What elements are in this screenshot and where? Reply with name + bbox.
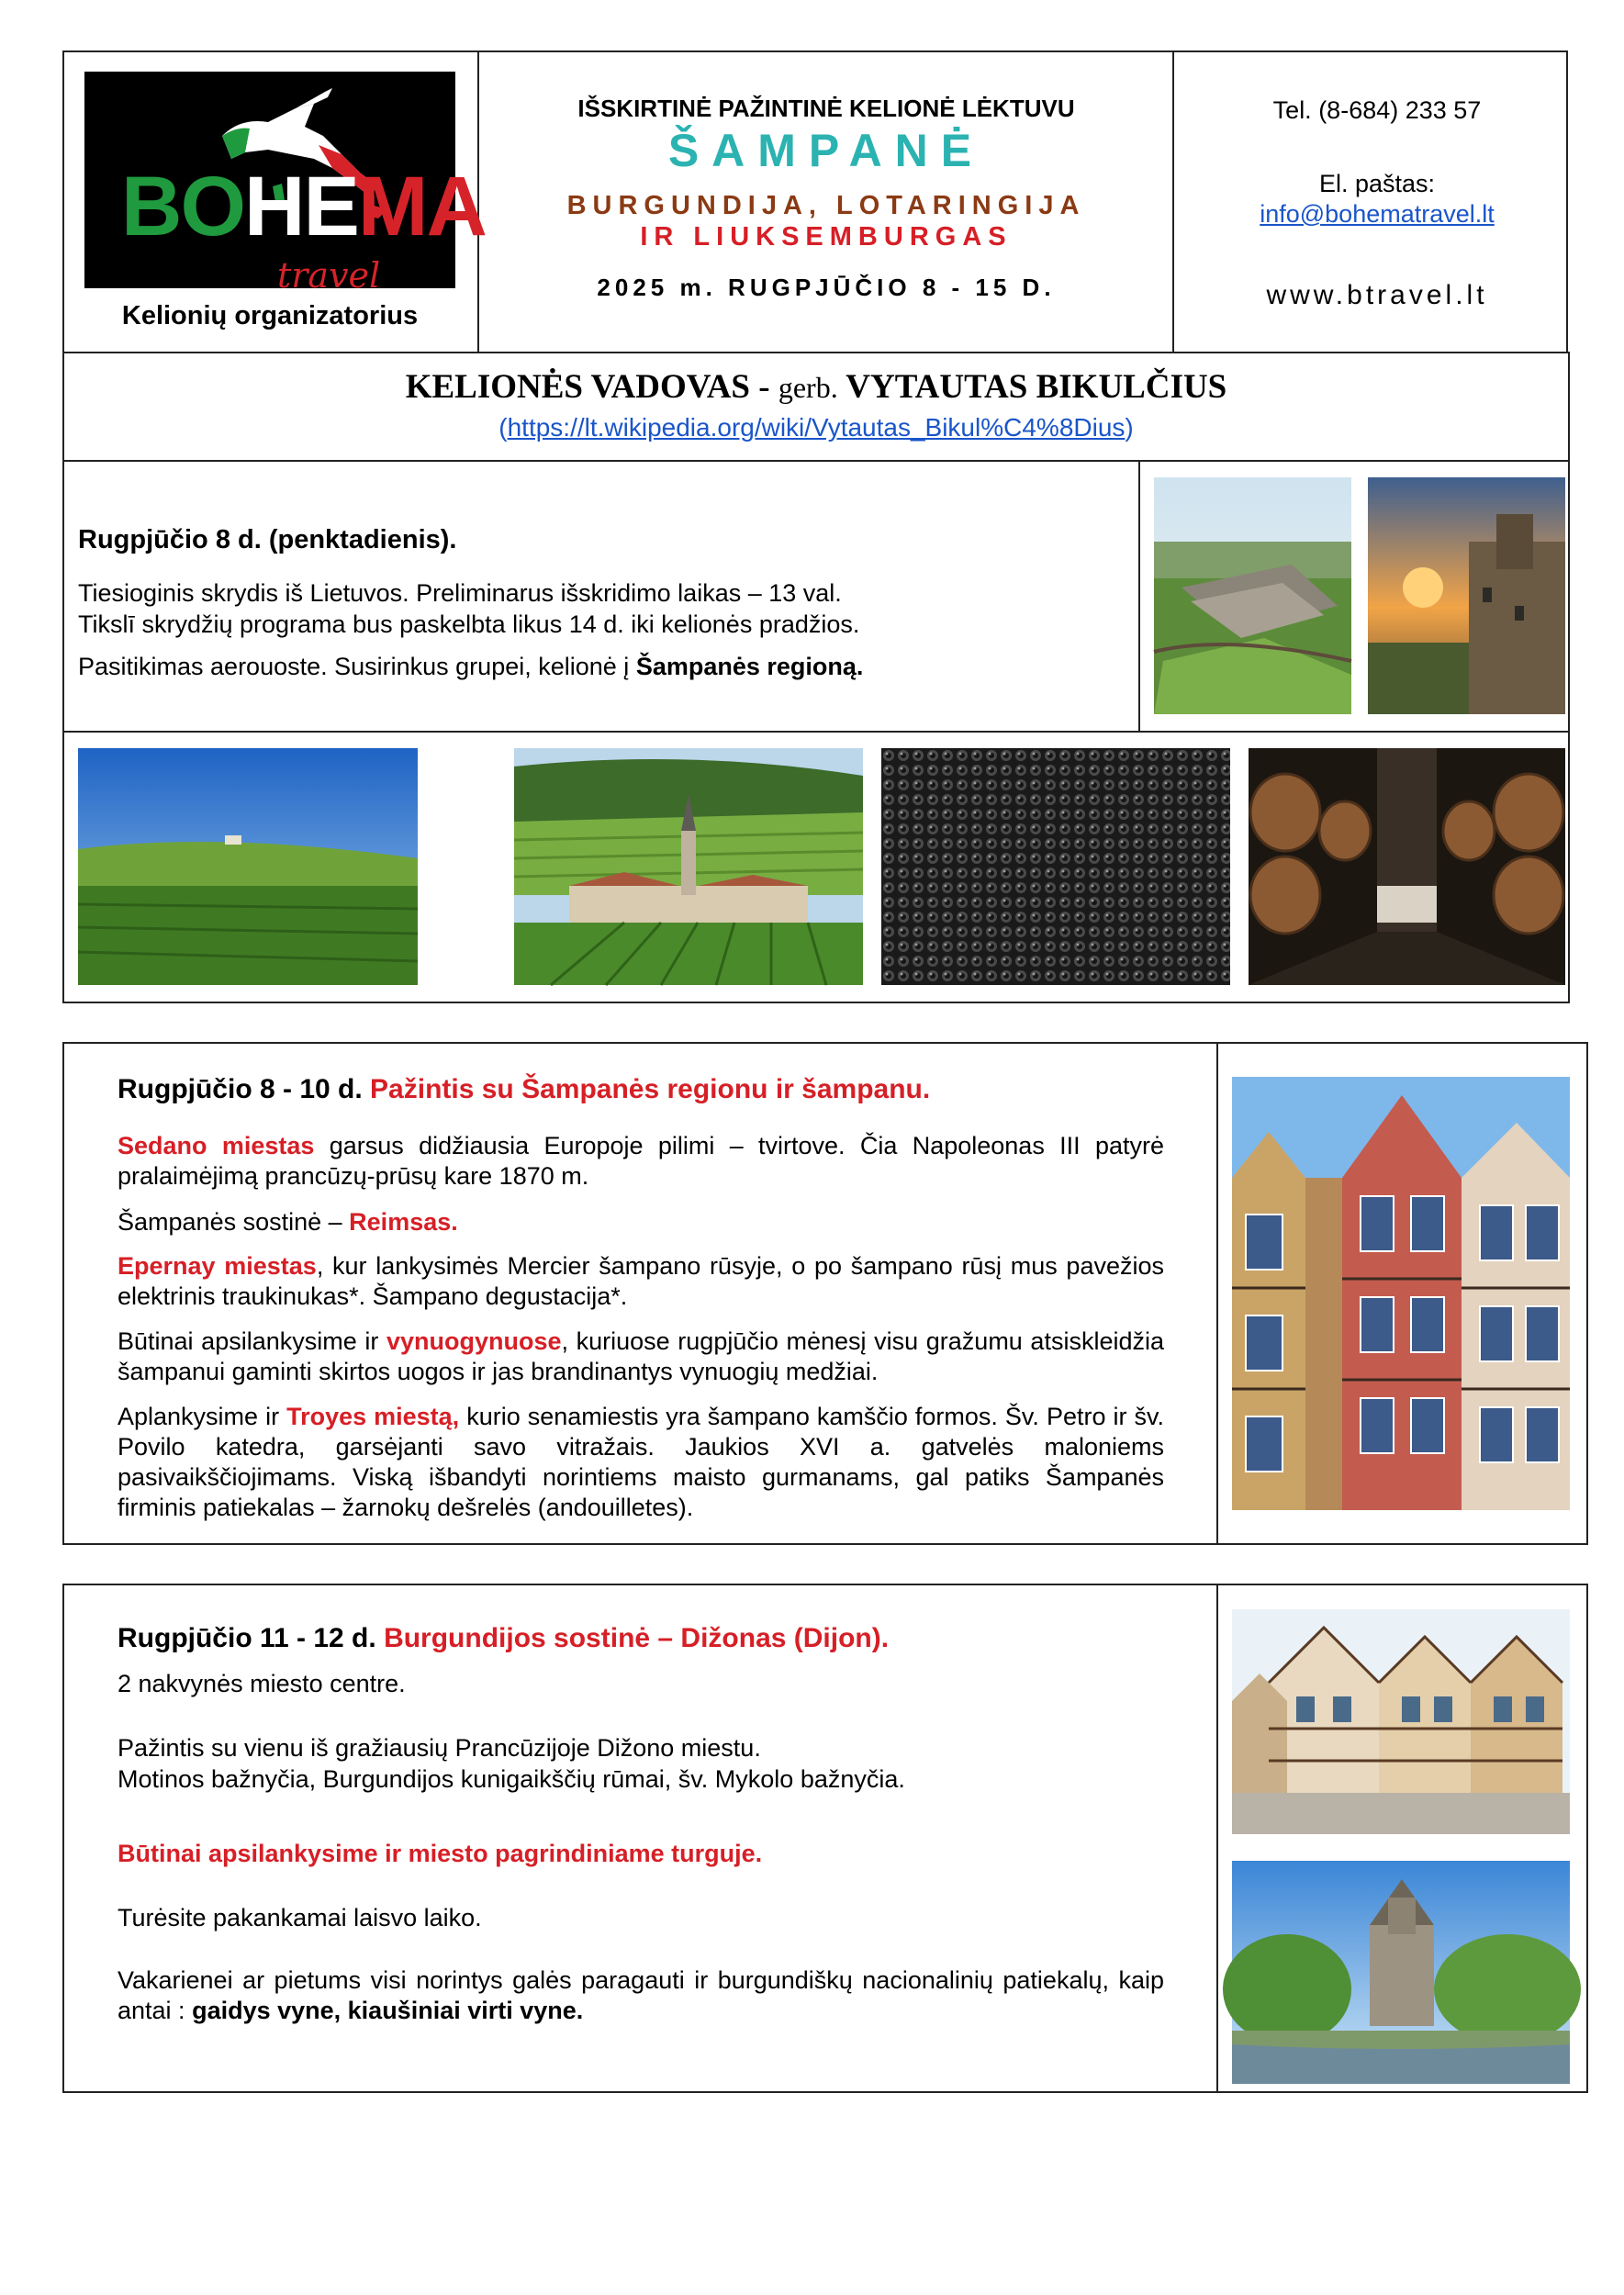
phone: Tel. (8-684) 233 57: [1272, 96, 1482, 124]
section2-p3: Epernay miestas, kur lankysimės Mercier šampano rūsyje, o po šampano rūsį mus pavežios elektrinis traukinukas*. Šampano degustacija*.: [118, 1252, 1164, 1310]
wine-cellar-barrels-photo: [1249, 748, 1565, 985]
day1-line2: Tikslī skrydžių programa bus paskelbta likus 14 d. iki kelionės pradžios.: [78, 610, 860, 638]
section2-p4: Būtinai apsilankysime ir vynuogynuose, kuriuose rugpjūčio mėnesį visu gražumu atsiskleidžia šampanui gaminti skirtos uogos ir jas brandinantys vynuogių medžiai.: [118, 1327, 1164, 1385]
champagne-bottles-photo: [881, 748, 1230, 985]
logo-subtext: travel: [277, 255, 381, 296]
guide-link-line: (https://lt.wikipedia.org/wiki/Vytautas_Bikul%C4%8Dius): [498, 413, 1134, 442]
trip-type: IŠSKIRTINĖ PAŽINTINĖ KELIONĖ LĖKTUVU: [577, 95, 1075, 122]
section3-p2b: Motinos bažnyčia, Burgundijos kunigaikščių rūmai, šv. Mykolo bažnyčia.: [118, 1765, 905, 1793]
trip-subtitle-2: IR LIUKSEMBURGAS: [640, 222, 1013, 252]
section2-p2: Šampanės sostinė – Reimsas.: [118, 1208, 458, 1236]
section3-p5: Vakarienei ar pietums visi norintys galės paragauti ir burgundiškų nacionalinių patiekalų, kaip antai : gaidys vyne, kiaušiniai virti vyne.: [118, 1966, 1164, 2024]
section3-p2a: Pažintis su vienu iš gražiausių Prancūzijoje Dižono miestu.: [118, 1734, 761, 1762]
guide-name: VYTAUTAS BIKULČIUS: [846, 368, 1227, 406]
sedan-castle-photo: [1154, 477, 1351, 714]
village-vineyard-photo: [514, 748, 863, 985]
section3-p1: 2 nakvynės miesto centre.: [118, 1670, 406, 1697]
section2-p5: Aplankysime ir Troyes miestą, kurio senamiestis yra šampano kamščio formos. Šv. Petro ir šv. Povilo katedra, garsėjanti savo vitražais. Jaukios XVI a. gatvelės maloniems pasivaikščiojimams. Viską išbandyti norintiems maisto gurmanams, gal patiks Šampanės firminis patiekalas – žarnokų dešrelės (andouilletes).: [118, 1403, 1164, 1521]
sedan-castle-sunset-photo: [1368, 477, 1565, 714]
section3-p3: Būtinai apsilankysime ir miesto pagrindiniame turguje.: [118, 1840, 763, 1867]
troyes-houses-photo: [1232, 1077, 1570, 1510]
section3-heading: Rugpjūčio 11 - 12 d. Burgundijos sostinė – Dižonas (Dijon).: [118, 1623, 890, 1653]
guide-line: [62, 367, 1570, 407]
day1-line1: Tiesioginis skrydis iš Lietuvos. Preliminarus išskridimo laikas – 13 val.: [78, 579, 842, 607]
email-label: El. paštas:: [1318, 170, 1436, 197]
organizer-label: Kelionių organizatorius: [121, 301, 419, 330]
header-divider-2: [1172, 50, 1174, 353]
vineyard-hill-photo: [78, 748, 418, 985]
email-link[interactable]: info@bohematravel.lt: [1260, 200, 1495, 228]
guide-wiki-link[interactable]: https://lt.wikipedia.org/wiki/Vytautas_Bikul%C4%8Dius: [507, 413, 1126, 442]
day1-heading: Rugpjūčio 8 d. (penktadienis).: [78, 525, 457, 554]
dijon-houses-photo: [1232, 1609, 1570, 1834]
day1-divider: [1138, 460, 1140, 733]
section2-p1: Sedano miestas garsus didžiausia Europoje pilimi – tvirtove. Čia Napoleonas III patyrė pralaimėjimą prancūzų-prūsų kare 1870 m.: [118, 1132, 1164, 1190]
section2-heading: Rugpjūčio 8 - 10 d. Pažintis su Šampanės regionu ir šampanu.: [118, 1074, 931, 1104]
day1-line3: Pasitikimas aerouoste. Susirinkus grupei, kelionė į Šampanės regioną.: [78, 653, 864, 680]
trip-subtitle-1: BURGUNDIJA, LOTARINGIJA: [566, 191, 1086, 220]
section3-p4: Turėsite pakankamai laisvo laiko.: [118, 1904, 482, 1931]
metz-temple-photo: [1232, 1861, 1570, 2084]
section3-divider: [1216, 1584, 1218, 2093]
trip-title: ŠAMPANĖ: [667, 125, 985, 176]
logo-wordmark: BOHEMA: [121, 160, 486, 253]
website[interactable]: www.btravel.lt: [1266, 280, 1488, 310]
section2-divider: [1216, 1042, 1218, 1545]
bohema-logo: [84, 72, 486, 296]
guide-honorific: gerb.: [778, 371, 838, 404]
guide-label: KELIONĖS VADOVAS -: [405, 368, 770, 406]
trip-dates: 2025 m. RUGPJŪČIO 8 - 15 D.: [597, 274, 1056, 301]
